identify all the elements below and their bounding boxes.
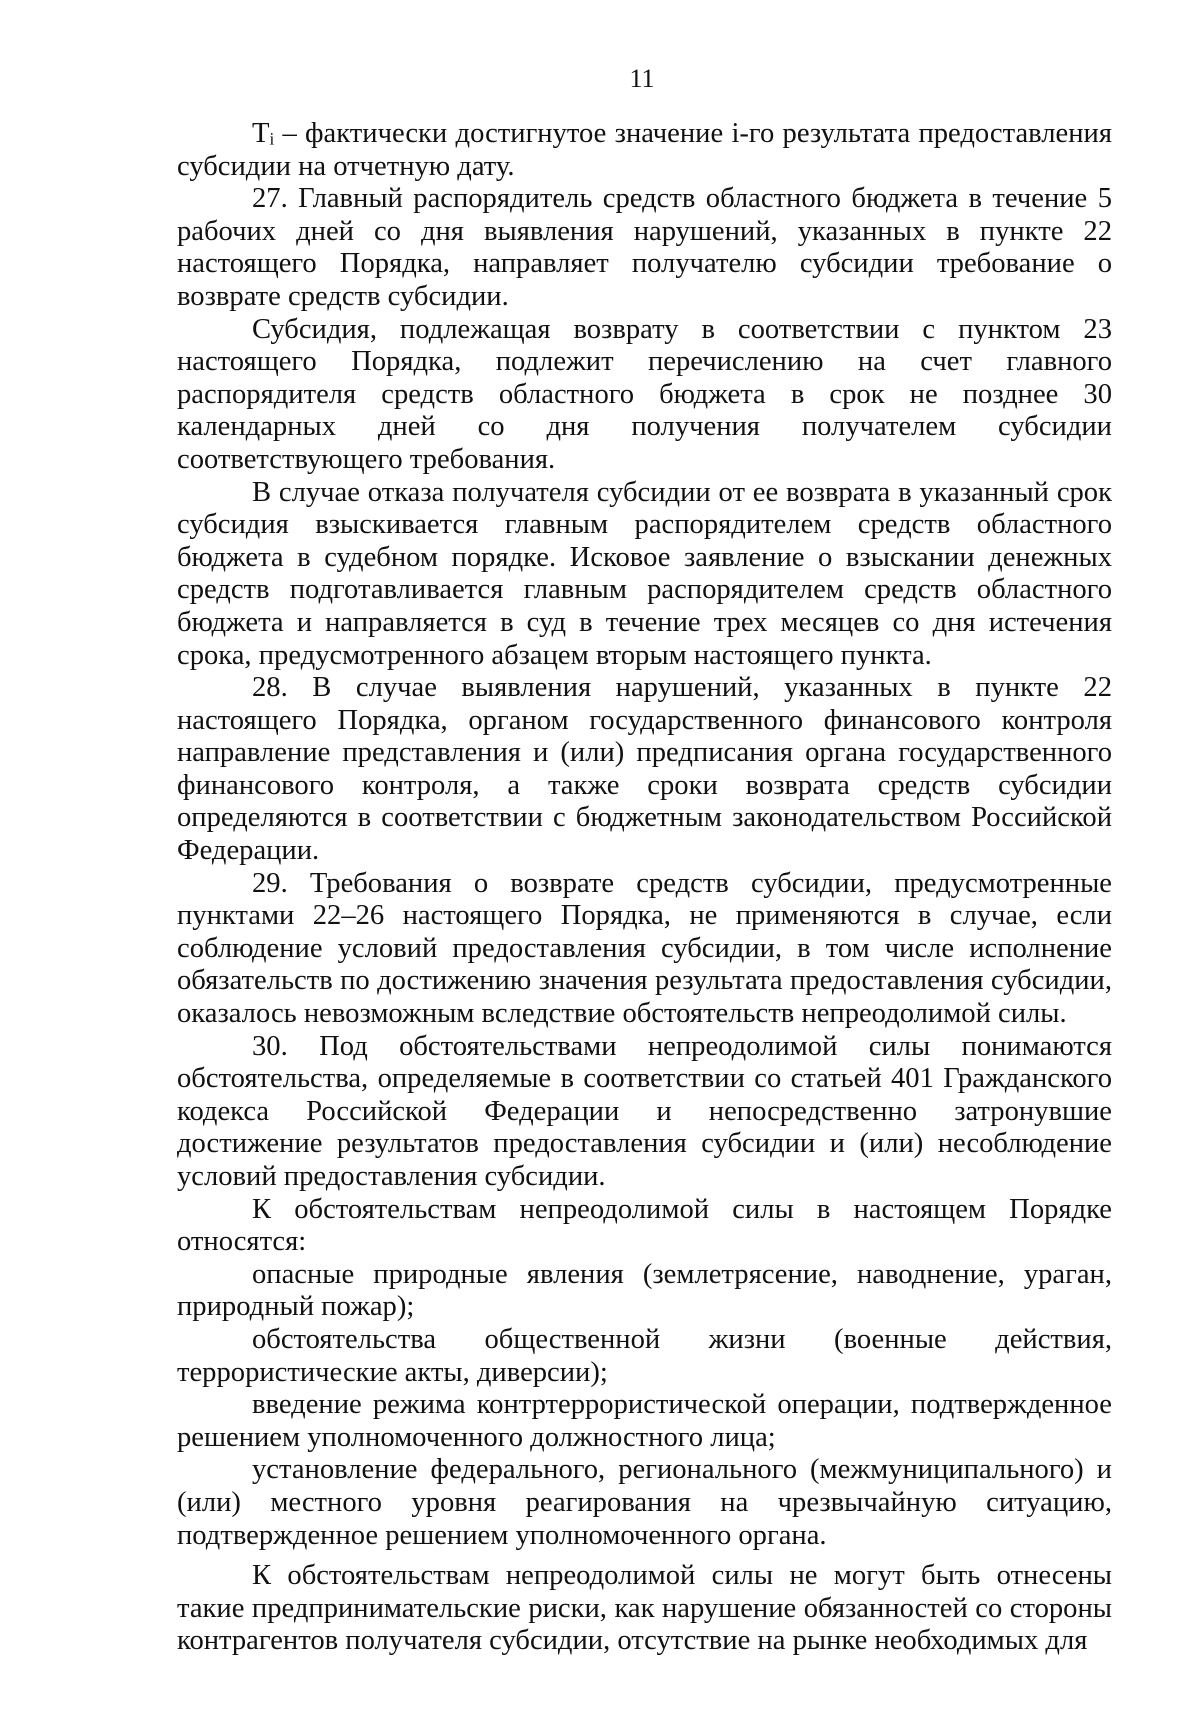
- paragraph-force-majeure-intro: К обстоятельствам непреодолимой силы в настоящем Порядке относятся:: [177, 1193, 1112, 1258]
- paragraph-business-risks: К обстоятельствам непреодолимой силы не могут быть отнесены такие предпринимательские риски, как нарушение обязанностей со стороны контрагентов получателя субсидии, отсутствие на рынке необходимых для: [177, 1560, 1112, 1657]
- paragraph-item-27: 27. Главный распорядитель средств областного бюджета в течение 5 рабочих дней со дня выявления нарушений, указанных в пункте 22 настоящего Порядка, направляет получателю субсидии требование о возврате средств субсидии.: [177, 183, 1112, 312]
- paragraph-subsidy-return: Субсидия, подлежащая возврату в соответствии с пунктом 23 настоящего Порядка, подлежит перечислению на счет главного распорядителя средств областного бюджета в срок не позднее 30 календарных дней со дня получения получателем субсидии соответствующего требования.: [177, 313, 1112, 475]
- paragraph-item-28: 28. В случае выявления нарушений, указанных в пункте 22 настоящего Порядка, органом государственного финансового контроля направление представления и (или) предписания органа государственного финансового контроля, а также сроки возврата средств субсидии определяются в соответствии с бюджетным законодательством Российской Федерации.: [177, 672, 1112, 867]
- page-number: 11: [629, 64, 655, 93]
- paragraph-ti-definition: Tᵢ – фактически достигнутое значение i-го результата предоставления субсидии на отчетную дату.: [177, 118, 1112, 182]
- list-item-public-life: обстоятельства общественной жизни (военные действия, террористические акты, диверсии);: [177, 1323, 1112, 1388]
- paragraph-item-29: 29. Требования о возврате средств субсидии, предусмотренные пунктами 22–26 настоящего Порядка, не применяются в случае, если соблюдение условий предоставления субсидии, в том числе исполнение обязательств по достижению значения результата предоставления субсидии, оказалось невозможным вследствие обстоятельств непреодолимой силы.: [177, 867, 1112, 1030]
- list-item-emergency-response: установление федерального, регионального (межмуниципального) и (или) местного уровня реагирования на чрезвычайную ситуацию, подтвержденное решением уполномоченного органа.: [177, 1454, 1112, 1551]
- paragraph-item-30: 30. Под обстоятельствами непреодолимой силы понимаются обстоятельства, определяемые в соответствии со статьей 401 Гражданского кодекса Российской Федерации и непосредственно затронувшие достижение результатов предоставления субсидии и (или) несоблюдение условий предоставления субсидии.: [177, 1030, 1112, 1192]
- list-item-natural-hazards: опасные природные явления (землетрясение, наводнение, ураган, природный пожар);: [177, 1258, 1112, 1323]
- paragraph-refusal-court: В случае отказа получателя субсидии от ее возврата в указанный срок субсидия взыскивается главным распорядителем средств областного бюджета в судебном порядке. Исковое заявление о взыскании денежных средств подготавливается главным распорядителем средств областного бюджета и направляется в суд в течение трех месяцев со дня истечения срока, предусмотренного абзацем вторым настоящего пункта.: [177, 476, 1112, 671]
- document-body: [177, 118, 1112, 1658]
- list-item-counter-terrorism: введение режима контртеррористической операции, подтвержденное решением уполномоченного должностного лица;: [177, 1389, 1112, 1453]
